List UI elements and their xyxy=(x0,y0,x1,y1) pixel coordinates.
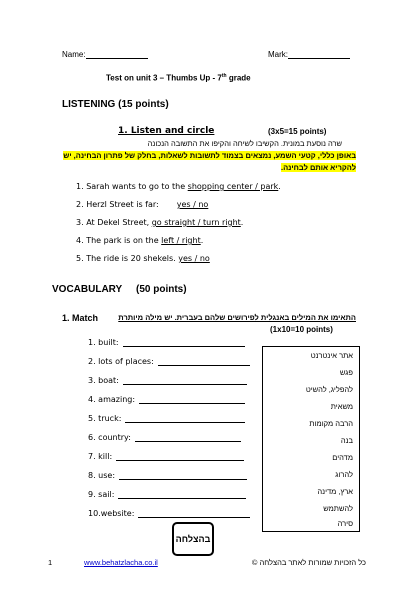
hebrew-options-box xyxy=(262,346,360,532)
website-link[interactable]: www.behatzlacha.co.il xyxy=(84,558,158,567)
hebrew-option: משאית xyxy=(330,402,353,411)
vocab-blank[interactable] xyxy=(135,433,241,442)
hebrew-option: סירה xyxy=(337,519,353,528)
vocab-blank[interactable] xyxy=(158,357,250,366)
vocab-blank[interactable] xyxy=(123,338,245,347)
listen-question-5: 5. The ride is 20 shekels. yes / no xyxy=(76,254,210,263)
vocab-word-3: 3. boat: xyxy=(88,376,247,385)
vocab-word-4: 4. amazing: xyxy=(88,395,245,404)
copyright-text: כל הזכויות שמורות לאתר בהצלחה © xyxy=(251,558,366,567)
vocab-word-7: 7. kill: xyxy=(88,452,244,461)
vocab-blank[interactable] xyxy=(119,471,247,480)
hebrew-option: להשתמש xyxy=(323,504,353,513)
listen-instruction-he: שרה נוסעת במונית. הקשיבו לשיחה והקיפו את התשובה הנכונה xyxy=(147,139,342,148)
vocab-word-5: 5. truck: xyxy=(88,414,245,423)
vocab-blank[interactable] xyxy=(125,414,245,423)
hebrew-option: הרבה מקומות xyxy=(309,419,353,428)
vocabulary-heading: VOCABULARY xyxy=(52,284,123,295)
listen-task-points: (3x5=15 points) xyxy=(268,127,327,136)
listen-question-1: 1. Sarah wants to go to the shopping center / park. xyxy=(76,182,281,191)
vocab-blank[interactable] xyxy=(138,509,250,518)
vocab-word-1: 1. built: xyxy=(88,338,245,347)
name-blank[interactable] xyxy=(86,58,148,59)
test-title: Test on unit 3 – Thumbs Up - 7th grade xyxy=(106,73,251,83)
mark-label: Mark: xyxy=(268,50,288,59)
mark-blank[interactable] xyxy=(288,58,350,59)
hebrew-option: אתר אינטרנט xyxy=(310,351,353,360)
site-logo: בהצלחה xyxy=(172,522,214,556)
match-instruction-he: התאימו את המילים באנגלית לפירושים שלהם בעברית. יש מילה מיותרת xyxy=(118,313,356,322)
match-task-points: (1x10=10 points) xyxy=(270,325,333,334)
listen-task-title: 1. Listen and circle xyxy=(118,126,215,136)
q4-options[interactable]: left / right xyxy=(161,236,201,245)
hebrew-option: פגש xyxy=(339,368,353,377)
vocab-word-2: 2. lots of places: xyxy=(88,357,250,366)
page-number: 1 xyxy=(48,558,53,567)
title-superscript: th xyxy=(221,73,227,79)
q3-options[interactable]: go straight / turn right xyxy=(151,218,241,227)
vocab-blank[interactable] xyxy=(116,452,244,461)
q5-options[interactable]: yes / no xyxy=(178,254,210,263)
listen-question-2: 2. Herzl Street is far: yes / no xyxy=(76,200,209,209)
vocabulary-points: (50 points) xyxy=(136,284,187,295)
hebrew-option: בנה xyxy=(340,436,353,445)
vocab-blank[interactable] xyxy=(118,490,246,499)
name-field[interactable] xyxy=(62,50,148,59)
vocab-word-6: 6. country: xyxy=(88,433,241,442)
q1-options[interactable]: shopping center / park xyxy=(187,182,279,191)
hebrew-option: מדהים xyxy=(332,453,353,462)
listen-question-4: 4. The park is on the left / right. xyxy=(76,236,204,245)
vocab-blank[interactable] xyxy=(139,395,245,404)
listening-heading: LISTENING (15 points) xyxy=(62,99,169,110)
match-task-label: 1. Match xyxy=(62,313,99,323)
name-label: Name: xyxy=(62,50,86,59)
hebrew-option: להפליג, להשיט xyxy=(305,385,353,394)
listen-note-he-line2: להקריא אותם לבחינה. xyxy=(281,163,356,172)
listen-note-he-line1: באופן כללי, קטעי השמע, נמצאים בצמוד לתשובות לשאלות, בחלק של פתרון הבחינה, יש xyxy=(63,151,356,160)
vocab-blank[interactable] xyxy=(123,376,247,385)
hebrew-option: ארץ, מדינה xyxy=(317,487,353,496)
mark-field[interactable] xyxy=(268,50,350,59)
hebrew-option: להרוג xyxy=(335,470,353,479)
vocab-word-8: 8. use: xyxy=(88,471,247,480)
listen-question-3: 3. At Dekel Street, go straight / turn right. xyxy=(76,218,244,227)
q2-options[interactable]: yes / no xyxy=(176,200,209,209)
vocab-word-10: 10.website: xyxy=(88,509,250,518)
vocab-word-9: 9. sail: xyxy=(88,490,246,499)
